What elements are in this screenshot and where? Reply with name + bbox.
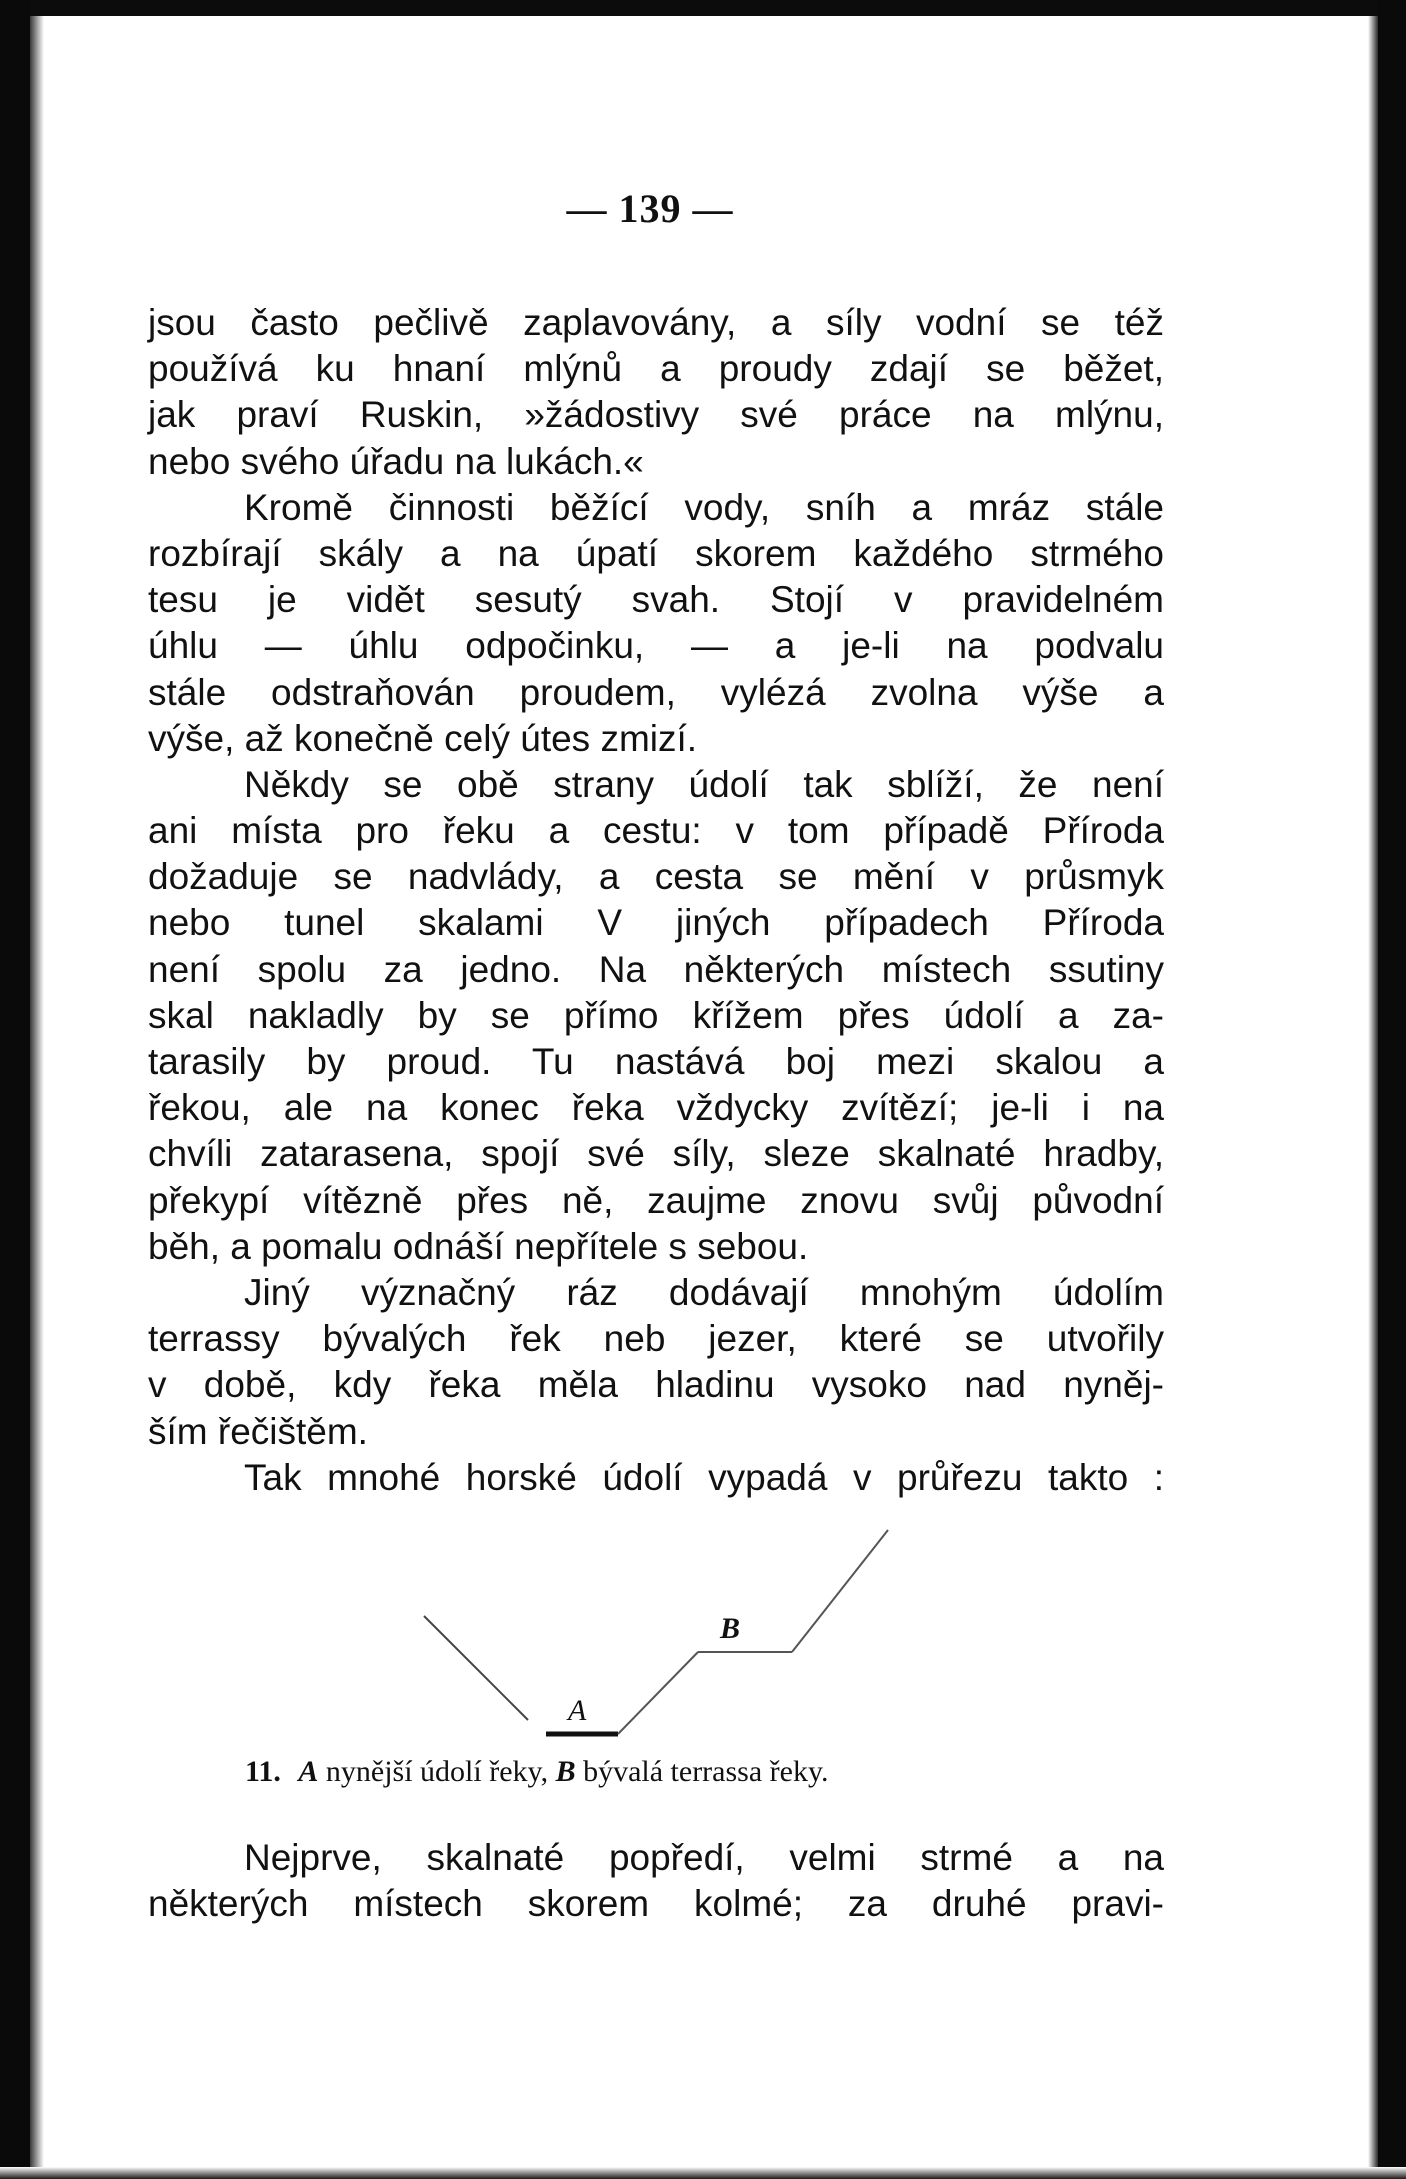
text-line: v době, kdy řeka měla hladinu vysoko nad nyněj- [148,1364,1164,1406]
text-line: dožaduje se nadvlády, a cesta se mění v průsmyk [148,856,1164,898]
body-text-top [148,300,1164,1501]
text-line: nebo svého úřadu na lukách.« [148,440,644,482]
text-line: úhlu — úhlu odpočinku, — a je-li na podvalu [148,625,1164,667]
valley-right-lower-slope [618,1652,698,1734]
text-line: chvíli zatarasena, spojí své síly, sleze skalnaté hradby, [148,1133,1164,1175]
text-line: Jiný význačný ráz dodávají mnohým údolím [244,1271,1164,1313]
text-line: nebo tunel skalami V jiných případech Příroda [148,902,1164,944]
text-line: překypí vítězně přes ně, zaujme znovu svůj původní [148,1179,1164,1221]
text-line: Tak mnohé horské údolí vypadá v průřezu takto : [244,1456,1164,1498]
text-line: používá ku hnaní mlýnů a proudy zdají se běžet, [148,348,1164,390]
text-line: jak praví Ruskin, »žádostivy své práce na mlýnu, [148,394,1164,436]
caption-label-b: B [555,1755,576,1788]
valley-right-upper-slope [792,1530,888,1652]
scan-shadow-bottom [0,2167,1406,2179]
scan-border-left [0,0,30,2179]
scan-shadow-left [30,16,44,2179]
figure-label-a: A [568,1694,587,1727]
text-line: ani místa pro řeku a cestu: v tom případě Příroda [148,810,1164,852]
text-line: Kromě činnosti běžící vody, sníh a mráz stále [244,486,1164,528]
text-line: řekou, ale na konec řeka vždycky zvítězí; je-li i na [148,1087,1164,1129]
text-line: skal nakladly by se přímo křížem přes údolí a za- [148,994,1164,1036]
text-line: některých místech skorem kolmé; za druhé pravi- [148,1883,1164,1925]
scan-border-right [1378,0,1406,2179]
text-line: Nejprve, skalnaté popředí, velmi strmé a na [244,1837,1164,1878]
text-line: terrassy bývalých řek neb jezer, které se utvořily [148,1318,1164,1360]
text-line: jsou často pečlivě zaplavovány, a síly vodní se též [148,302,1164,343]
caption-text-a: nynější údolí řeky, [318,1755,556,1788]
text-line: tarasily by proud. Tu nastává boj mezi skalou a [148,1041,1164,1082]
text-line: stále odstraňován proudem, vylézá zvolna výše a [148,671,1164,713]
text-line: ším řečištěm. [148,1410,368,1452]
page-number: — 139 — [566,186,734,231]
caption-number: 11. [245,1755,281,1788]
scan-border-top [0,0,1406,16]
body-text-bottom [148,1835,1164,1927]
valley-left-wall [424,1616,528,1720]
text-line: není spolu za jedno. Na některých místech ssutiny [148,948,1164,990]
text-line: rozbírají skály a na úpatí skorem každého strmého [148,532,1164,574]
caption-label-a: A [298,1755,319,1788]
text-line: Někdy se obě strany údolí tak sblíží, že není [244,763,1164,805]
text-line: běh, a pomalu odnáší nepřítele s sebou. [148,1225,809,1267]
text-line: výše, až konečně celý útes zmizí. [148,717,698,759]
text-line: tesu je vidět sesutý svah. Stojí v pravidelném [148,579,1164,621]
scan-shadow-right [1368,16,1378,2179]
figure-label-b: B [720,1612,741,1645]
caption-text-b: bývalá terrassa řeky. [575,1755,829,1788]
valley-cross-section-figure [360,1520,920,1760]
figure-caption [245,1752,1145,1792]
